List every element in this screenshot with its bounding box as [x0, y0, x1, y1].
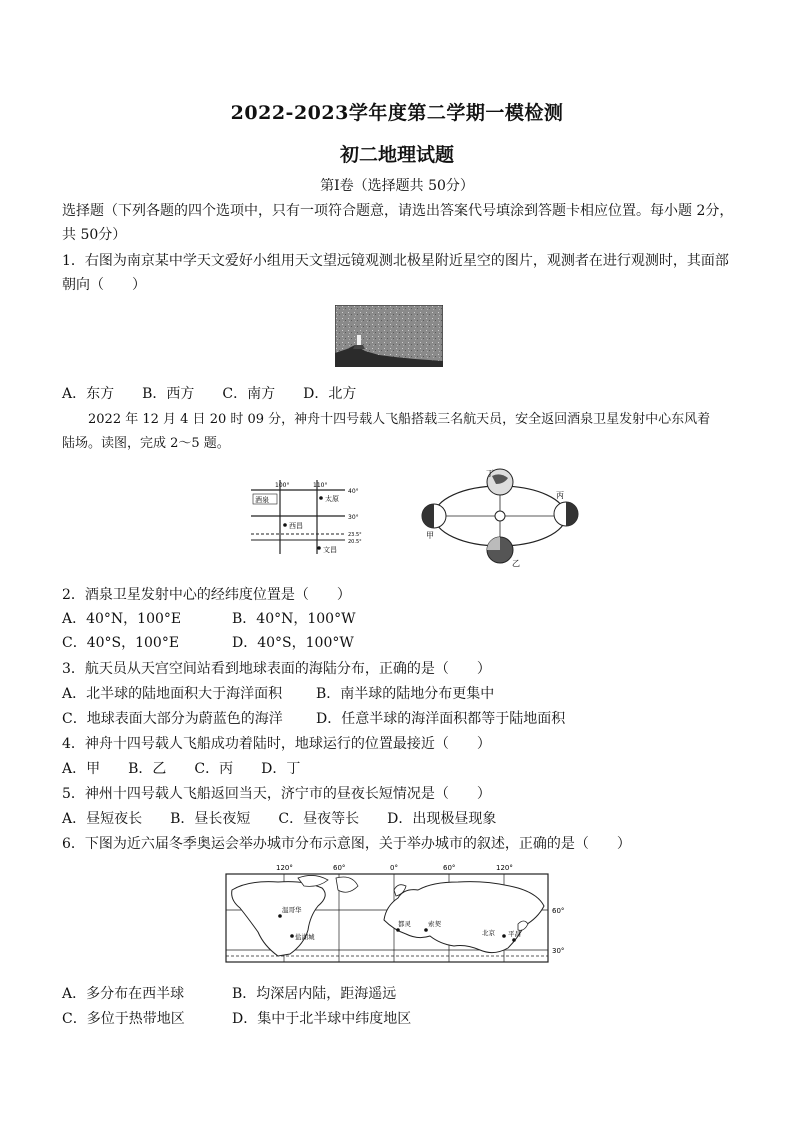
q1-stem-line1: 1．右图为南京某中学天文爱好小组用天文望远镜观测北极星附近星空的图片，观测者在进行观测时，其面部 [62, 253, 729, 269]
q6-option-c: C．多位于热带地区 [62, 1011, 185, 1027]
q5-stem: 5．神州十四号载人飞船返回当天，济宁市的昼夜长短情况是（ ） [62, 786, 491, 802]
q3-option-c: C．地球表面大部分为蔚蓝色的海洋 [62, 711, 283, 727]
winter-olympics-world-map [218, 860, 578, 970]
exam-title: 2022-2023学年度第二学期一模检测 [230, 102, 564, 124]
earth-orbit-diagram [420, 468, 580, 568]
q4-options: A．甲 B．乙 C．丙 D．丁 [62, 761, 301, 777]
lon-120w-label: 120° [276, 864, 293, 872]
q3-stem: 3．航天员从天宫空间站看到地球表面的海陆分布，正确的是（ ） [62, 661, 491, 677]
q2-option-c: C．40°S，100°E [62, 635, 180, 651]
q4-stem: 4．神舟十四号载人飞船成功着陆时，地球运行的位置最接近（ ） [62, 736, 491, 752]
q2-option-a: A．40°N，100°E [62, 611, 182, 627]
q6-option-d: D．集中于北半球中纬度地区 [232, 1011, 412, 1027]
lon-110-label: 110° [313, 482, 328, 489]
q6-option-a: A．多分布在西半球 [62, 986, 185, 1002]
launch-sites-map [245, 478, 385, 558]
lat-23-label: 23.5° [348, 532, 362, 538]
turin-label: 都灵 [398, 920, 411, 928]
q1-stem-line2: 朝向（ ） [62, 277, 146, 293]
taiyuan-label: 太原 [325, 495, 339, 503]
lat-40-label: 40° [348, 488, 359, 495]
beijing-label: 北京 [482, 929, 495, 937]
sochi-label: 索契 [428, 920, 441, 928]
passage-line2: 陆场。读图，完成 2～5 题。 [62, 436, 230, 451]
instructions-line1: 选择题（下列各题的四个选项中，只有一项符合题意，请选出答案代号填涂到答题卡相应位置。每小题 2分， [62, 203, 734, 219]
passage-line1: 2022 年 12 月 4 日 20 时 09 分，神舟十四号载人飞船搭载三名航天员，安全返回酒泉卫星发射中心东风着 [88, 412, 711, 427]
xichang-label: 西昌 [289, 522, 303, 530]
wenchang-label: 文昌 [323, 546, 337, 554]
lat-20-label: 20.5° [348, 539, 362, 545]
q6-option-b: B．均深居内陆，距海遥远 [232, 986, 397, 1002]
jiuquan-label: 酒泉 [255, 496, 269, 504]
exam-subtitle: 初二地理试题 [339, 144, 454, 166]
q5-options: A．昼短夜长 B．昼长夜短 C．昼夜等长 D．出现极昼现象 [62, 811, 497, 827]
lon-60e-label: 60° [443, 864, 456, 872]
pyeongchang-label: 平昌 [508, 930, 521, 938]
q3-option-a: A．北半球的陆地面积大于海洋面积 [62, 686, 283, 702]
lat-60-label: 60° [552, 907, 565, 915]
q3-option-d: D．任意半球的海洋面积都等于陆地面积 [316, 711, 566, 727]
lon-0-label: 0° [390, 864, 398, 872]
q6-stem: 6．下图为近六届冬季奥运会举办城市分布示意图，关于举办城市的叙述，正确的是（ ） [62, 836, 631, 852]
lon-120e-label: 120° [496, 864, 513, 872]
orbit-bing-label: 丙 [556, 491, 564, 500]
q2-option-b: B．40°N，100°W [232, 611, 356, 627]
lon-60w-label: 60° [333, 864, 346, 872]
lon-100-label: 100° [275, 482, 290, 489]
q3-option-b: B．南半球的陆地分布更集中 [316, 686, 495, 702]
instructions-line2: 共 50分） [62, 227, 127, 243]
orbit-ding-label: 丁 [486, 469, 494, 478]
orbit-jia-label: 甲 [426, 531, 434, 540]
lat-30-label: 30° [348, 514, 359, 521]
q1-options: A．东方 B．西方 C．南方 D．北方 [62, 386, 357, 402]
night-sky-photo [335, 305, 443, 367]
section-heading: 第Ⅰ卷（选择题共 50分） [320, 178, 474, 194]
q2-option-d: D．40°S，100°W [232, 635, 354, 651]
q2-stem: 2．酒泉卫星发射中心的经纬度位置是（ ） [62, 587, 351, 603]
vancouver-label: 温哥华 [282, 906, 302, 914]
orbit-yi-label: 乙 [512, 559, 520, 568]
saltlake-label: 盐湖城 [295, 933, 315, 941]
lat-30-label-world: 30° [552, 947, 565, 955]
